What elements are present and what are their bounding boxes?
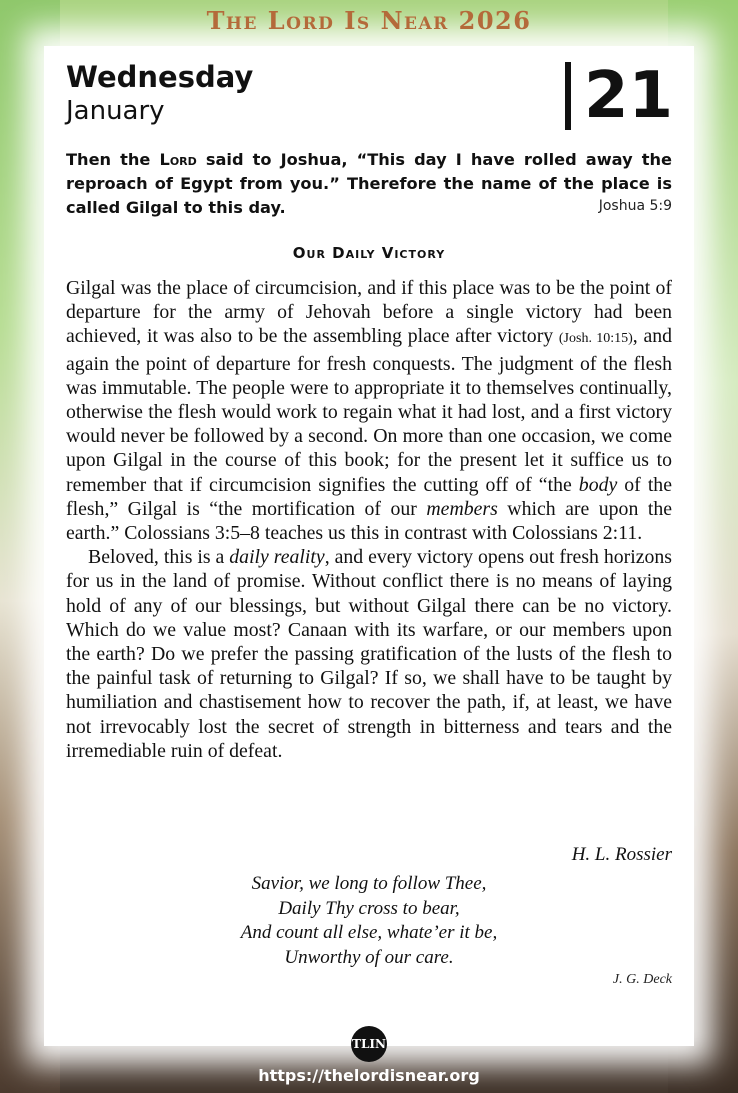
verse-text: Then the Lord said to Joshua, “This day I have rolled away the reproach of Egypt from you.” Therefore the name of the place is called Gilgal to this day. <box>66 150 672 217</box>
cross-reference: (Josh. 10:15) <box>558 331 633 347</box>
publication-title: The Lord Is Near 2026 <box>206 6 532 35</box>
lord-word: Lord <box>159 150 197 169</box>
verse-reference: Joshua 5:9 <box>598 198 672 214</box>
date-number: 21 <box>584 59 674 133</box>
author-name: H. L. Rossier <box>571 844 672 865</box>
date-divider <box>565 62 571 130</box>
day-name: Wednesday <box>66 60 254 94</box>
poem-line: Daily Thy cross to bear, <box>278 897 460 919</box>
poem-author: J. G. Deck <box>612 972 672 987</box>
poem-line: Unworthy of our care. <box>284 946 454 968</box>
poem-line: And count all else, whate’er it be, <box>240 922 498 943</box>
poem <box>0 872 738 970</box>
devotional-body <box>66 276 672 763</box>
month-name: January <box>66 96 165 126</box>
paragraph-1: Gilgal was the place of circumcision, and if this place was to be the point of departure for the army of Jehovah before a single victory had been achieved, it was also to be the assembling place after victory (Josh. 10:15), and again the point of departure for fresh conquests. The judgment of the flesh was immutable. The people were to appropriate it to themselves continually, otherwise the flesh would work to regain what it had lost, and a first victory would never be followed by a second. On more than one occasion, we come upon Gilgal in the course of this book; for the present let it suffice us to remember that if circumcision signifies the cutting off of “the body of the flesh,” Gilgal is “the mortification of our members which are upon the earth.” Colossians 3:5–8 teaches us this in contrast with Colossians 2:11. <box>66 277 673 545</box>
footer-url-link[interactable]: https://thelordisnear.org <box>258 1066 480 1085</box>
section-title: Our Daily Victory <box>292 244 446 262</box>
tlin-logo-icon: TLIN <box>351 1026 387 1062</box>
poem-line: Savior, we long to follow Thee, <box>251 873 487 894</box>
paragraph-2: Beloved, this is a daily reality, and every victory opens out fresh horizons for us in the land of promise. Without conflict there is no means of laying hold of any of our blessings, but without Gilgal there can be no victory. Which do we value most? Canaan with its warfare, or our members upon the earth? Do we prefer the passing gratification of the lusts of the flesh to the painful task of returning to Gilgal? If so, we shall have to be taught by humiliation and chastisement how to recover the path, if, at least, we have not irrevocably lost the secret of strength in bitterness and tears and the irremediable ruin of defeat. <box>66 546 672 762</box>
